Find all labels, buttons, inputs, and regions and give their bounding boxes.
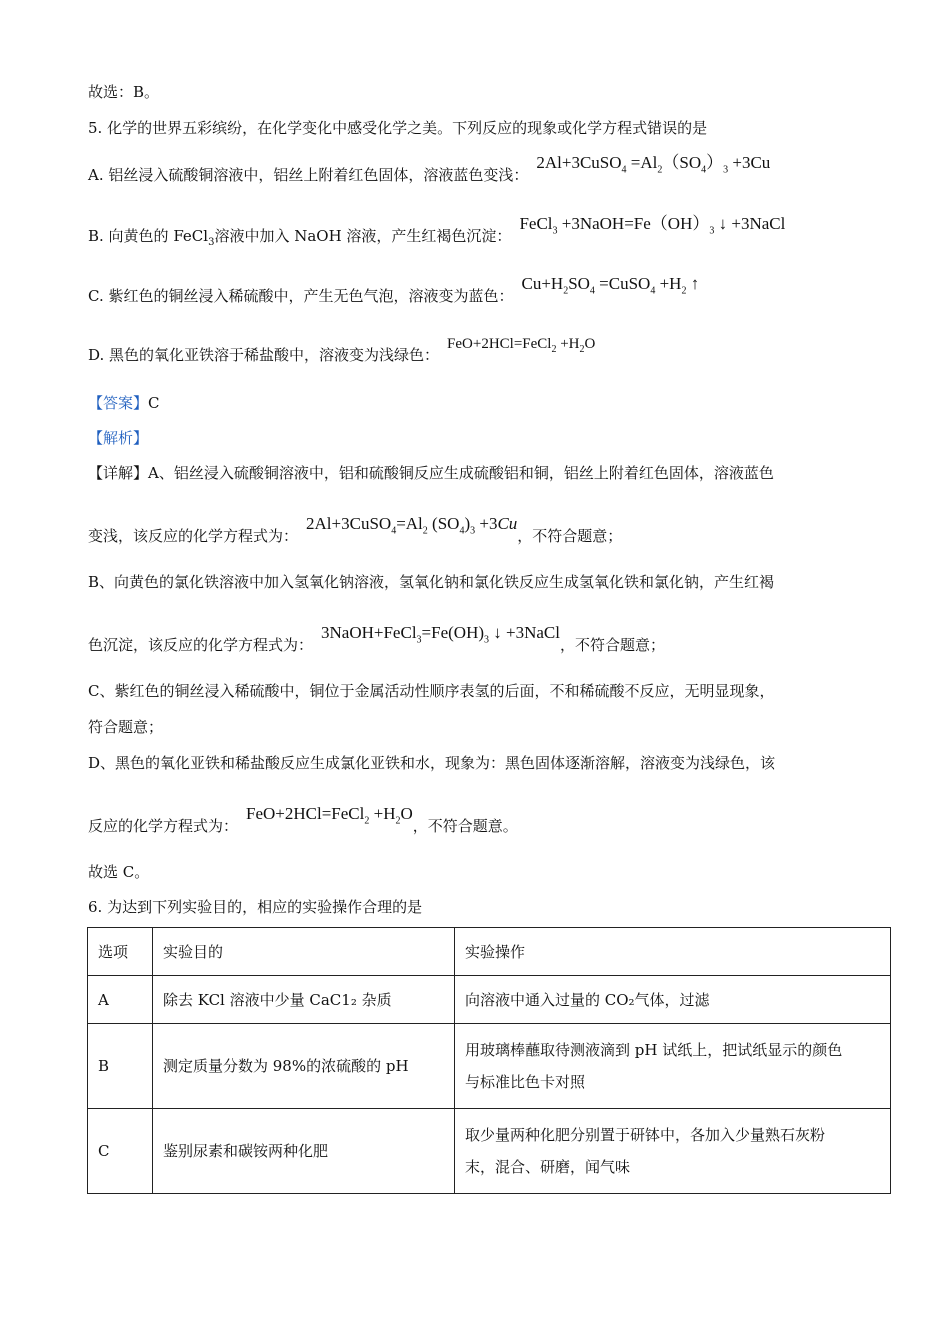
row-operation [455, 1109, 891, 1194]
detail-a-line2 [88, 514, 623, 553]
header-operation: 实验操作 [455, 928, 891, 976]
detail-b-text: 色沉淀，该反应的化学方程式为： [88, 636, 314, 654]
row-goal: 鉴别尿素和碳铵两种化肥 [153, 1109, 455, 1194]
row-option: C [88, 1109, 153, 1194]
row-option: A [88, 976, 153, 1024]
equation-a: 2Al+3CuSO$_4$ $=Al_2(SO_4)_3 +3Cu$ [536, 153, 771, 176]
row-operation-line1: 取少量两种化肥分别置于研钵中，各加入少量熟石灰粉 [465, 1126, 826, 1144]
detail-c-line2: 符合题意； [88, 718, 164, 736]
option-a-text: A. 铝丝浸入硫酸铜溶液中，铝丝上附着红色固体，溶液蓝色变浅： [88, 166, 529, 184]
option-c [88, 274, 700, 313]
row-goal: 测定质量分数为 98%的浓硫酸的 pH [153, 1024, 455, 1109]
table-row [88, 1109, 891, 1194]
options-table [87, 927, 891, 1194]
row-operation [455, 1024, 891, 1109]
detail-a-line1: 【详解】A、铝丝浸入硫酸铜溶液中，铝和硫酸铜反应生成硫酸铝和铜，铝丝上附着红色固体，溶液蓝色 [88, 464, 774, 482]
question-6-stem: 6. 为达到下列实验目的，相应的实验操作合理的是 [88, 898, 423, 916]
answer-label: 【答案】 [88, 394, 149, 412]
equation-detail-a: $2Al+3CuSO_4=Al_2$ $(SO_4)_3 +3Cu$ [306, 514, 518, 537]
conclusion-line: 故选 C。 [88, 863, 150, 881]
header-goal: 实验目的 [153, 928, 455, 976]
answer-value: C [148, 394, 160, 412]
equation-detail-d: FeO+2HCl=FeCl$_2$ $+H_2O$ [246, 804, 413, 827]
detail-d-line1: D、黑色的氧化亚铁和稀盐酸反应生成氯化亚铁和水，现象为：黑色固体逐渐溶解，溶液变为浅绿色，该 [88, 754, 776, 772]
equation-b: FeCl$_3$ $+3NaOH=Fe(OH)_3$ ↓ +3NaCl [519, 214, 786, 237]
row-operation: 向溶液中通入过量的 CO₂气体，过滤 [455, 976, 891, 1024]
detail-a-tail: ，不符合题意； [517, 527, 623, 545]
option-c-text: C. 紫红色的铜丝浸入稀硫酸中，产生无色气泡，溶液变为蓝色： [88, 287, 514, 305]
option-d [88, 336, 596, 372]
row-option: B [88, 1024, 153, 1109]
header-option: 选项 [88, 928, 153, 976]
row-operation-line2: 与标准比色卡对照 [465, 1073, 586, 1091]
option-d-text: D. 黑色的氧化亚铁溶于稀盐酸中，溶液变为浅绿色： [88, 346, 440, 364]
option-b-text-pre: B. 向黄色的 FeCl [88, 227, 209, 245]
detail-b-line1: B、向黄色的氯化铁溶液中加入氢氧化钠溶液，氢氧化钠和氯化铁反应生成氢氧化铁和氯化钠，产生红褐 [88, 573, 775, 591]
previous-answer-line: 故选：B。 [88, 83, 160, 101]
table-row [88, 976, 891, 1024]
equation-d: FeO+2HCl=FeCl$_2$ $+H_2O$ [447, 336, 596, 355]
equation-detail-b: $3NaOH+FeCl_3=Fe(OH)_3$ ↓ +3NaCl [321, 623, 560, 646]
detail-d-text: 反应的化学方程式为： [88, 817, 239, 835]
detail-a-text: 变浅，该反应的化学方程式为： [88, 527, 299, 545]
row-operation-line1: 用玻璃棒蘸取待测液滴到 pH 试纸上，把试纸显示的颜色 [465, 1041, 843, 1059]
equation-c: $Cu+H_2SO_4$ =CuSO$_4$ $+H_2$ ↑ [521, 274, 700, 297]
answer-line [88, 393, 160, 413]
detail-c-line1: C、紫红色的铜丝浸入稀硫酸中，铜位于金属活动性顺序表氢的后面，不和稀硫酸不反应，无明显现象， [88, 682, 775, 700]
row-goal: 除去 KCl 溶液中少量 CaC1₂ 杂质 [153, 976, 455, 1024]
analysis-label: 【解析】 [88, 429, 149, 447]
table-row [88, 1024, 891, 1109]
detail-d-tail: ，不符合题意。 [412, 817, 518, 835]
detail-b-tail: ，不符合题意； [560, 636, 666, 654]
option-a [88, 153, 771, 192]
option-b-text-post: 溶液中加入 NaOH 溶液，产生红褐色沉淀： [214, 227, 512, 245]
detail-b-line2 [88, 623, 666, 662]
table-header-row [88, 928, 891, 976]
option-b: B. 向黄色的 FeCl$_3$溶液中加入 NaOH 溶液，产生红褐色沉淀：FeCl$_3$ $+3NaOH=Fe(OH)_3$ ↓ +3NaCl [88, 214, 786, 248]
detail-d-line2 [88, 804, 518, 843]
question-5-stem: 5. 化学的世界五彩缤纷，在化学变化中感受化学之美。下列反应的现象或化学方程式错误的是 [88, 119, 708, 137]
row-operation-line2: 末，混合、研磨，闻气味 [465, 1158, 631, 1176]
